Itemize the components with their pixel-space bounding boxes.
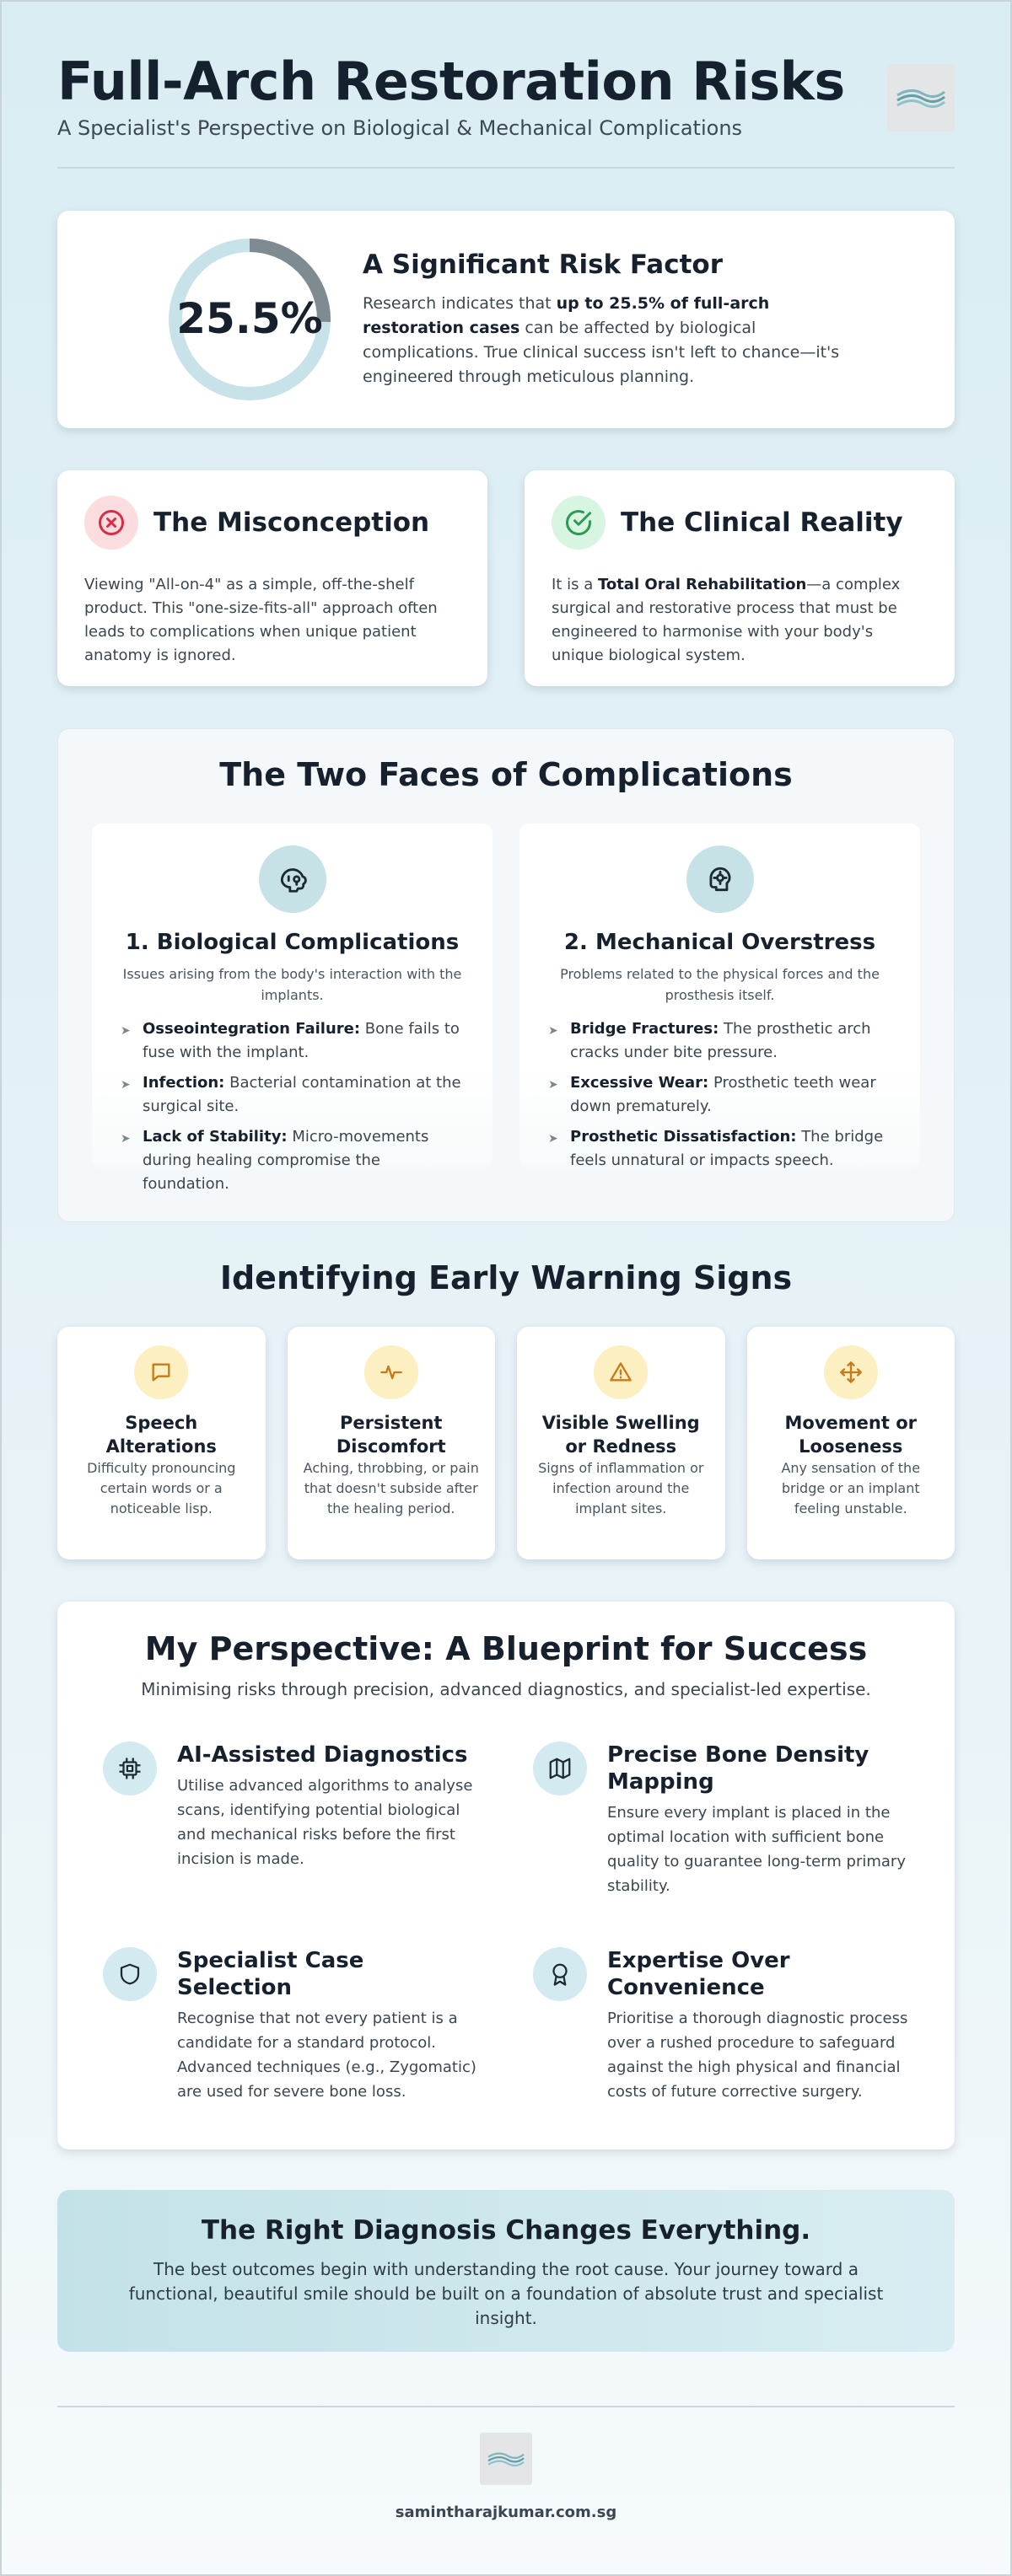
perspective-name: AI-Assisted Diagnostics	[177, 1742, 468, 1768]
arrow-icon: ➤	[121, 1078, 131, 1092]
stat-body: Research indicates that up to 25.5% of full-arch restoration cases can be affected by biological complications. True clinical success isn't left to chance—it's engineered through meticulous planning.	[363, 294, 840, 386]
cog-head-icon	[686, 845, 754, 913]
cta-body: The best outcomes begin with understanding the root cause. Your journey toward a functional, beautiful smile should be built on a foundation of absolute trust and specialist insight.	[128, 2259, 884, 2328]
chip-icon	[103, 1741, 157, 1795]
arrow-icon: ➤	[548, 1078, 558, 1092]
mechanical-card	[519, 824, 920, 1169]
page-title: Full-Arch Restoration Risks	[57, 51, 845, 112]
warning-name: Movement or Looseness	[784, 1413, 917, 1457]
complications-title: The Two Faces of Complications	[219, 756, 793, 793]
perspective-subtitle: Minimising risks through precision, advanced diagnostics, and specialist-led expertise.	[141, 1679, 871, 1699]
mechanical-title: 2. Mechanical Overstress	[563, 930, 876, 955]
misconception-card	[57, 470, 487, 686]
risk-percentage: 25.5%	[176, 294, 323, 343]
misconception-body: Viewing "All-on-4" as a simple, off-the-shelf product. This "one-size-fits-all" approach often leads to complications when unique patient anatomy is ignored.	[84, 576, 438, 664]
page-subtitle: A Specialist's Perspective on Biological & Mechanical Complications	[57, 116, 743, 140]
warning-desc: Aching, throbbing, or pain that doesn't subside after the healing period.	[303, 1460, 479, 1516]
biological-title: 1. Biological Complications	[125, 930, 460, 955]
warning-desc: Signs of inflammation or infection around the implant sites.	[538, 1460, 704, 1516]
list-item: ➤ Prosthetic Dissatisfaction: The bridge feels unnatural or impacts speech.	[548, 1125, 891, 1173]
perspective-item-ai	[103, 1741, 479, 1947]
stat-title: A Significant Risk Factor	[363, 250, 723, 280]
warning-name: Persistent Discomfort	[336, 1413, 446, 1457]
footer-website[interactable]: samintharajkumar.com.sg	[395, 2504, 617, 2521]
check-circle-icon	[552, 496, 606, 550]
warning-desc: Any sensation of the bridge or an implant feeling unstable.	[781, 1460, 921, 1516]
map-icon	[533, 1741, 587, 1795]
cta-title: The Right Diagnosis Changes Everything.	[201, 2215, 811, 2246]
pulse-icon	[364, 1345, 418, 1399]
perspective-name: Precise Bone Density Mapping	[607, 1742, 869, 1795]
perspective-section	[57, 1602, 955, 2149]
comparison-row	[57, 470, 955, 686]
warning-triangle-icon	[594, 1345, 648, 1399]
shield-icon	[103, 1947, 157, 2001]
mechanical-desc: Problems related to the physical forces and the prosthesis itself.	[560, 966, 880, 1003]
speech-bubble-icon	[134, 1345, 188, 1399]
reality-body: It is a Total Oral Rehabilitation—a complex surgical and restorative process that must be engineered to harmonise with your body's unique biological system.	[552, 576, 901, 664]
perspective-title: My Perspective: A Blueprint for Success	[144, 1630, 868, 1667]
list-item: ➤ Infection: Bacterial contamination at the surgical site.	[121, 1071, 464, 1119]
warning-name: Speech Alterations	[105, 1413, 217, 1457]
perspective-name: Specialist Case Selection	[177, 1948, 364, 2000]
perspective-item-bone	[533, 1741, 909, 1947]
warning-desc: Difficulty pronouncing certain words or a noticeable lisp.	[87, 1460, 236, 1516]
footer	[57, 2406, 955, 2521]
warning-name: Visible Swelling or Redness	[541, 1413, 700, 1457]
arrow-icon: ➤	[548, 1132, 558, 1146]
wave-logo-icon	[894, 85, 948, 110]
warning-card-discomfort	[288, 1327, 496, 1559]
move-arrows-icon	[824, 1345, 878, 1399]
brand-logo	[887, 64, 955, 131]
wave-logo-icon	[486, 2449, 526, 2469]
arrow-icon: ➤	[548, 1024, 558, 1038]
perspective-desc: Ensure every implant is placed in the optimal location with sufficient bone quality to guarantee long-term primary stability.	[607, 1804, 906, 1895]
warning-signs-title: Identifying Early Warning Signs	[219, 1259, 793, 1296]
misconception-title: The Misconception	[153, 507, 430, 538]
list-item: ➤ Osseointegration Failure: Bone fails to fuse with the implant.	[121, 1017, 464, 1065]
award-icon	[533, 1947, 587, 2001]
biological-card	[92, 824, 493, 1193]
x-circle-icon	[84, 496, 138, 550]
brain-icon	[259, 845, 326, 913]
risk-stat-card	[57, 211, 955, 428]
risk-donut	[169, 239, 331, 400]
perspective-desc: Prioritise a thorough diagnostic process over a rushed procedure to safeguard against the high physical and financial costs of future corrective surgery.	[607, 2010, 908, 2101]
list-item: ➤ Bridge Fractures: The prosthetic arch cracks under bite pressure.	[548, 1017, 891, 1065]
reality-card	[525, 470, 955, 686]
header	[57, 2, 955, 169]
perspective-desc: Utilise advanced algorithms to analyse scans, identifying potential biological and mechanical risks before the first incision is made.	[177, 1777, 473, 1868]
warning-card-swelling	[517, 1327, 725, 1559]
footer-logo	[480, 2433, 532, 2485]
perspective-item-expertise	[533, 1947, 909, 2153]
warning-card-speech	[57, 1327, 266, 1559]
biological-desc: Issues arising from the body's interaction with the implants.	[122, 966, 462, 1003]
warning-card-movement	[747, 1327, 955, 1559]
warning-signs-row	[57, 1327, 955, 1559]
arrow-icon: ➤	[121, 1024, 131, 1038]
cta-banner	[57, 2190, 955, 2352]
arrow-icon: ➤	[121, 1132, 131, 1146]
list-item: ➤ Lack of Stability: Micro-movements during healing compromise the foundation.	[121, 1125, 464, 1196]
perspective-item-selection	[103, 1947, 479, 2153]
reality-title: The Clinical Reality	[621, 507, 903, 538]
perspective-name: Expertise Over Convenience	[607, 1948, 790, 2000]
list-item: ➤ Excessive Wear: Prosthetic teeth wear down prematurely.	[548, 1071, 891, 1119]
perspective-desc: Recognise that not every patient is a candidate for a standard protocol. Advanced techniques (e.g., Zygomatic) are used for severe bone loss.	[177, 2010, 476, 2101]
complications-section	[57, 728, 955, 1222]
